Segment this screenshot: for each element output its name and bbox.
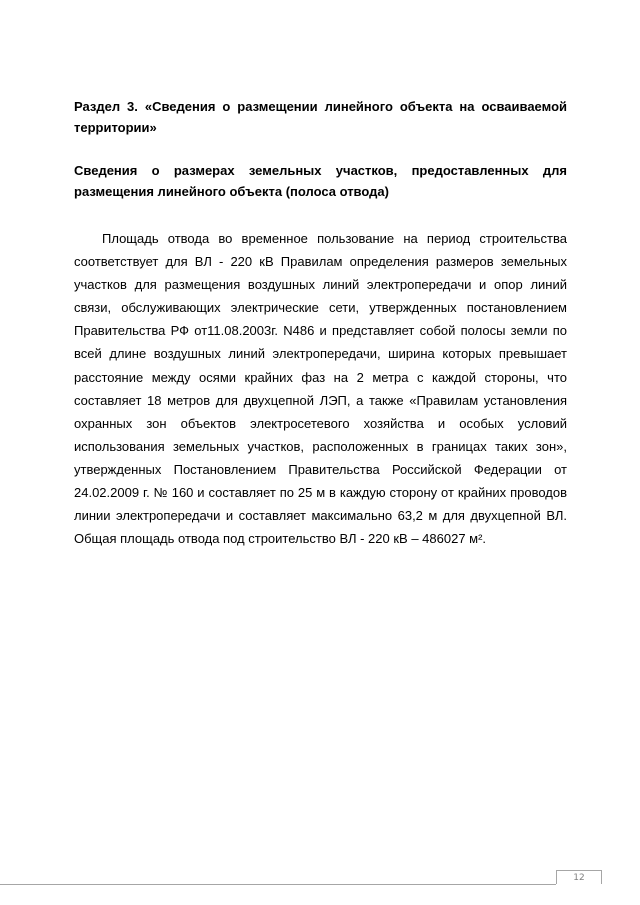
body-paragraph: Площадь отвода во временное пользование на период строительства соответствует для ВЛ - 220 кВ Правилам определения размеров земельных участков для размещения воздушных линий электропередачи и опор линий связи, обслуживающих электрические сети, утвержденных постановлением Правительства РФ от11.08.2003г. N486 и представляет собой полосы земли по всей длине воздушных линий электропередачи, ширина которых превышает расстояние между осями крайних фаз на 2 метра с каждой стороны, что составляет 18 метров для двухцепной ЛЭП, а также «Правилам установления охранных зон объектов электросетевого хозяйства и особых условий использования земельных участков, расположенных в границах таких зон», утвержденных Постановлением Правительства Российской Федерации от 24.02.2009 г. № 160 и составляет по 25 м в каждую сторону от крайних проводов линии электропередачи и составляет максимально 63,2 м для двухцепной ВЛ. Общая площадь отвода под строительство ВЛ - 220 кВ – 486027 м². — [74, 231, 567, 547]
section-heading: Раздел 3. «Сведения о размещении линейного объекта на осваиваемой территории» — [74, 99, 567, 135]
page-content — [74, 96, 567, 550]
page-number: 12 — [573, 873, 585, 883]
page-number-tab — [556, 870, 602, 884]
footer-divider — [0, 884, 556, 885]
subsection-heading: Сведения о размерах земельных участков, предоставленных для размещения линейного объекта (полоса отвода) — [74, 163, 567, 199]
